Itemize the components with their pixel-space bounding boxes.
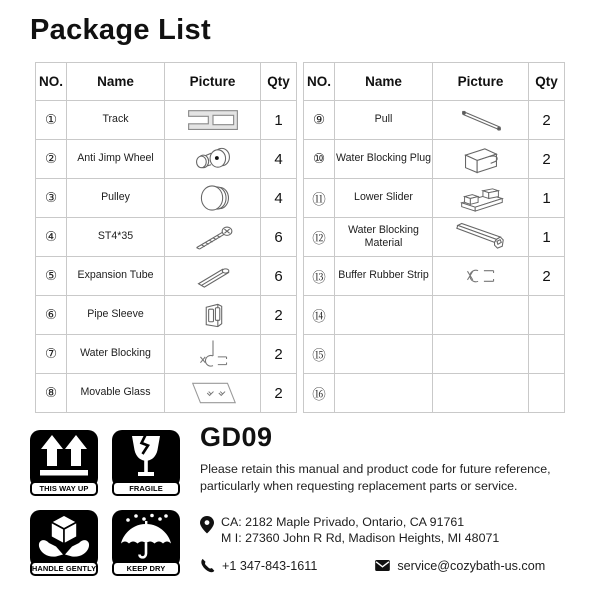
part-name: Pipe Sleeve (67, 296, 165, 335)
table-header-row (304, 63, 565, 101)
phone-item (200, 558, 317, 573)
part-qty (529, 335, 565, 374)
row-number: ⑥ (36, 296, 67, 335)
track-profile-icon (165, 101, 261, 140)
product-code: GD09 (200, 422, 273, 452)
row-number: ⑦ (36, 335, 67, 374)
page-title: Package List (30, 14, 211, 46)
row-number: ② (36, 140, 67, 179)
location-pin-icon (200, 516, 214, 534)
part-qty: 4 (261, 140, 297, 179)
table-row (304, 218, 565, 257)
table-row (36, 374, 297, 413)
empty-picture-cell (433, 296, 529, 335)
water-blocking-material-icon (433, 218, 529, 257)
row-number: ⑮ (304, 335, 335, 374)
part-qty: 2 (261, 335, 297, 374)
part-name: Pulley (67, 179, 165, 218)
part-name: Water Blocking (67, 335, 165, 374)
part-name: Water Blocking Material (335, 218, 433, 257)
row-number: ⑭ (304, 296, 335, 335)
part-qty (529, 374, 565, 413)
table-row (36, 257, 297, 296)
row-number: ⑬ (304, 257, 335, 296)
part-qty: 1 (261, 101, 297, 140)
retention-note: Please retain this manual and product code for future reference, particularly when requesting replacement parts or service. (200, 462, 551, 494)
part-name: Buffer Rubber Strip (335, 257, 433, 296)
fragile-icon (112, 430, 180, 488)
part-qty: 6 (261, 257, 297, 296)
part-name: Lower Slider (335, 179, 433, 218)
expansion-tube-icon (165, 257, 261, 296)
water-blocking-icon (165, 335, 261, 374)
shipping-mark-this-way-up (30, 430, 98, 498)
part-qty: 2 (261, 296, 297, 335)
part-name: Anti Jimp Wheel (67, 140, 165, 179)
shipping-mark-handle-gently (30, 510, 98, 578)
part-qty: 6 (261, 218, 297, 257)
screw-icon (165, 218, 261, 257)
handle-gently-icon (30, 510, 98, 568)
table-row (304, 296, 565, 335)
table-row (36, 140, 297, 179)
this-way-up-icon (30, 430, 98, 488)
col-header-name: Name (67, 63, 165, 101)
address-line-1: CA: 2182 Maple Privado, Ontario, CA 91761 (221, 515, 465, 529)
buffer-rubber-strip-icon (433, 257, 529, 296)
col-header-name: Name (335, 63, 433, 101)
row-number: ⑯ (304, 374, 335, 413)
col-header-no: NO. (36, 63, 67, 101)
pulley-icon (165, 179, 261, 218)
part-name (335, 296, 433, 335)
part-qty: 2 (529, 140, 565, 179)
pull-bar-icon (433, 101, 529, 140)
water-blocking-plug-icon (433, 140, 529, 179)
mark-label: THIS WAY UP (30, 481, 98, 496)
package-table-left (35, 62, 297, 413)
email-address: service@cozybath-us.com (397, 558, 546, 573)
part-name (335, 335, 433, 374)
row-number: ④ (36, 218, 67, 257)
part-qty (529, 296, 565, 335)
part-name: Expansion Tube (67, 257, 165, 296)
table-row (36, 179, 297, 218)
table-row (304, 101, 565, 140)
row-number: ⑫ (304, 218, 335, 257)
table-row (304, 335, 565, 374)
part-name: Pull (335, 101, 433, 140)
movable-glass-icon (165, 374, 261, 413)
part-qty: 1 (529, 179, 565, 218)
col-header-no: NO. (304, 63, 335, 101)
table-row (36, 101, 297, 140)
row-number: ③ (36, 179, 67, 218)
part-name (335, 374, 433, 413)
shipping-mark-fragile (112, 430, 180, 498)
empty-picture-cell (433, 335, 529, 374)
keep-dry-icon (112, 510, 180, 568)
pipe-sleeve-icon (165, 296, 261, 335)
col-header-picture: Picture (165, 63, 261, 101)
part-qty: 4 (261, 179, 297, 218)
row-number: ⑪ (304, 179, 335, 218)
lower-slider-icon (433, 179, 529, 218)
row-number: ⑤ (36, 257, 67, 296)
row-number: ⑩ (304, 140, 335, 179)
address-block (200, 514, 499, 547)
shipping-mark-keep-dry (112, 510, 180, 578)
anti-jimp-wheel-icon (165, 140, 261, 179)
table-row (304, 257, 565, 296)
col-header-picture: Picture (433, 63, 529, 101)
row-number: ⑨ (304, 101, 335, 140)
part-qty: 2 (529, 101, 565, 140)
mark-label: HANDLE GENTLY (30, 561, 98, 576)
phone-number: +1 347-843-1611 (222, 558, 318, 573)
part-name: Track (67, 101, 165, 140)
contact-row (200, 558, 545, 573)
table-header-row (36, 63, 297, 101)
part-qty: 2 (261, 374, 297, 413)
email-item (375, 559, 545, 573)
table-row (304, 179, 565, 218)
empty-picture-cell (433, 374, 529, 413)
mark-label: KEEP DRY (112, 561, 180, 576)
phone-icon (200, 558, 215, 573)
row-number: ① (36, 101, 67, 140)
envelope-icon (375, 560, 390, 571)
row-number: ⑧ (36, 374, 67, 413)
address-line-2: M I: 27360 John R Rd, Madison Heights, MI 48071 (221, 531, 500, 546)
table-row (304, 140, 565, 179)
part-qty: 2 (529, 257, 565, 296)
mark-label: FRAGILE (112, 481, 180, 496)
col-header-qty: Qty (529, 63, 565, 101)
table-row (36, 218, 297, 257)
part-name: Water Blocking Plug (335, 140, 433, 179)
part-qty: 1 (529, 218, 565, 257)
package-table-right (303, 62, 565, 413)
table-row (36, 335, 297, 374)
col-header-qty: Qty (261, 63, 297, 101)
table-row (304, 374, 565, 413)
part-name: ST4*35 (67, 218, 165, 257)
part-name: Movable Glass (67, 374, 165, 413)
table-row (36, 296, 297, 335)
